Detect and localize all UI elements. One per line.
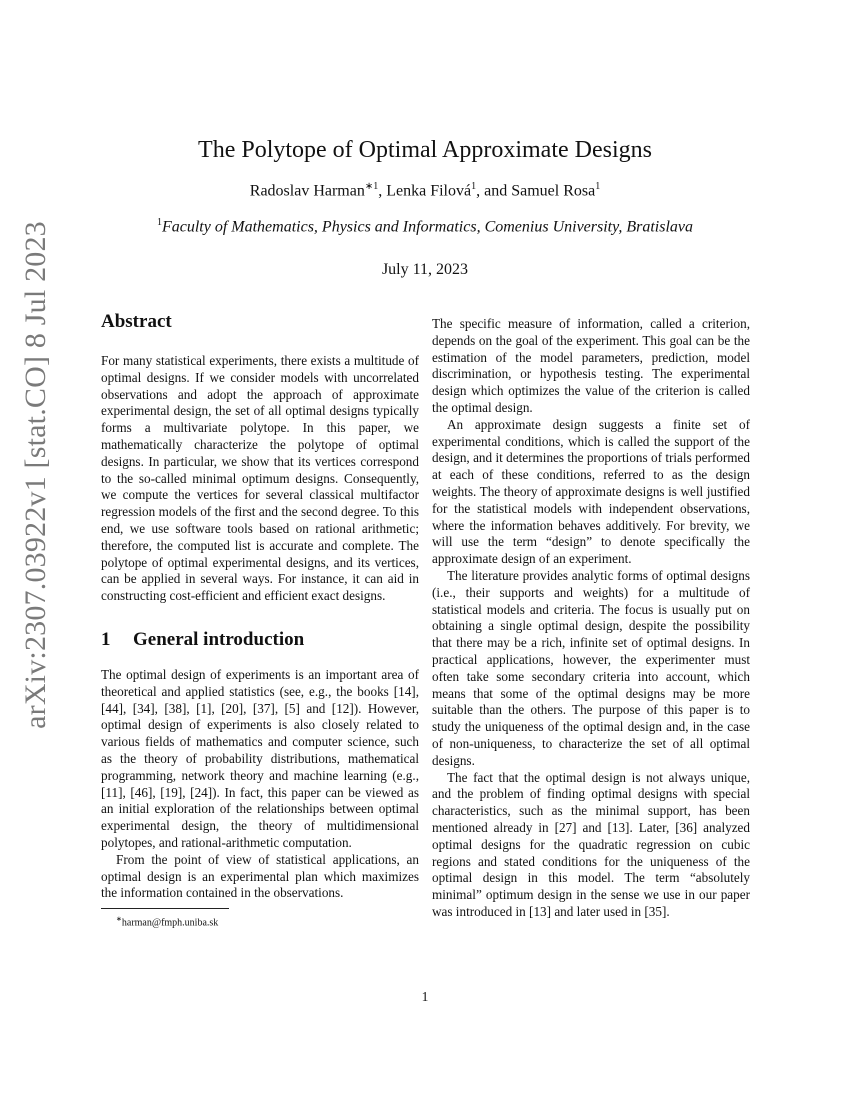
affiliation-mark: 1	[156, 217, 162, 228]
affiliation	[0, 217, 850, 236]
footnote-mark: ∗	[116, 915, 122, 924]
footnote-rule	[101, 908, 229, 909]
footnote-email[interactable]: harman@fmph.uniba.sk	[121, 917, 219, 929]
abstract-text: For many statistical experiments, there exists a multitude of optimal designs. If we consider models with uncorrelated observations and adopt the approach of approximate experimental design, the set of all optimal designs typically forms a multivariate polytope. In this paper, we mathematically characterize the polytope of optimal designs. In particular, we show that its vertices correspond to the so-called minimal optimum designs. Consequently, we compute the vertices for several classical multifactor regression models of the first and the second degree. To this end, we use software tools based on rational arithmetic; therefore, the computed list is accurate and complete. The polytope of optimal experimental designs, and its vertices, can be applied in several ways. For instance, it can aid in constructing cost-efficient and efficient exact designs.	[101, 353, 419, 604]
paper-title: The Polytope of Optimal Approximate Designs	[198, 137, 652, 163]
left-column	[101, 310, 419, 929]
author-name: Radoslav Harman	[249, 182, 365, 200]
body-paragraph: From the point of view of statistical applications, an optimal design is an experimental plan which maximizes the information contained in the observations.	[101, 851, 419, 901]
section-heading	[101, 628, 419, 652]
body-paragraph: The literature provides analytic forms of optimal designs (i.e., their supports and weights) for a multitude of statistical models and criteria. The focus is usually put on obtaining a single optimal design, despite the possibility that there may be a rich, infinite set of optimal designs. In practical applications, however, the experimenter must often take some secondary criteria into account, which means that some of the optimal designs may be more suitable than the others. The purpose of this paper is to study the uniqueness of the optimal design and, in the case of non-uniqueness, to characterize the set of all optimal designs.	[432, 567, 750, 768]
author-mark: ∗1	[364, 181, 379, 192]
right-column	[432, 316, 750, 921]
footnote	[101, 913, 419, 929]
body-paragraph: The specific measure of information, called a criterion, depends on the goal of the experiment. This goal can be the estimation of the model parameters, prediction, model discrimination, or hypothesis testing. The experimental design which optimizes the value of the criterion is called the optimal design.	[432, 316, 750, 415]
author-name: Samuel Rosa	[511, 182, 596, 200]
body-paragraph: The fact that the optimal design is not always unique, and the problem of finding optimal designs with special characteristics, such as the minimal support, has been mentioned already in [27] and [13]. Later, [36] analyzed optimal designs for the quadratic regression on cubic regions and stated conditions for the uniqueness of the optimal design in this model. The term “absolutely minimal” optimum design in the sense we use in our paper was introduced in [13] and later used in [35].	[432, 769, 750, 919]
arxiv-identifier: arXiv:2307.03922v1 [stat.CO] 8 Jul 2023	[19, 221, 52, 729]
author-mark: 1	[471, 181, 477, 192]
page-number: 1	[421, 989, 429, 1004]
paper-date: July 11, 2023	[381, 261, 469, 278]
author-list: Radoslav Harman$^{∗1}$, Lenka Filová$^1$, and Samuel Rosa$^1$	[249, 181, 601, 200]
section-title: General introduction	[133, 628, 305, 650]
body-paragraph: The optimal design of experiments is an important area of theoretical and applied statistics (see, e.g., the books [14], [44], [34], [38], [1], [20], [37], [5] and [12]). However, optimal design of experiments is also closely related to various fields of mathematics and computer science, such as the theory of probability distributions, mathematical programming, network theory and machine learning (e.g., [11], [46], [19], [24]). In fact, this paper can be viewed as an initial exploration of the relationships between optimal experimental design, the theory of multidimensional polytopes, and rational-arithmetic computation.	[101, 666, 419, 850]
body-paragraph: An approximate design suggests a finite set of experimental conditions, which is called the support of the design, and it determines the proportions of trials performed at each of these conditions, referred to as the design weights. The theory of approximate designs is well justified for the statistical models with independent observations, where the information behaves additively. For brevity, we will use the term “design” to denote specifically the approximate design of an experiment.	[432, 416, 750, 567]
arxiv-side-stamp	[0, 0, 68, 1100]
section-number: 1	[101, 628, 111, 650]
author-name: Lenka Filová	[386, 182, 472, 200]
author-mark: 1	[595, 181, 601, 192]
affiliation-text: Faculty of Mathematics, Physics and Informatics, Comenius University, Bratislava	[161, 218, 694, 236]
abstract-heading: Abstract	[101, 311, 172, 332]
